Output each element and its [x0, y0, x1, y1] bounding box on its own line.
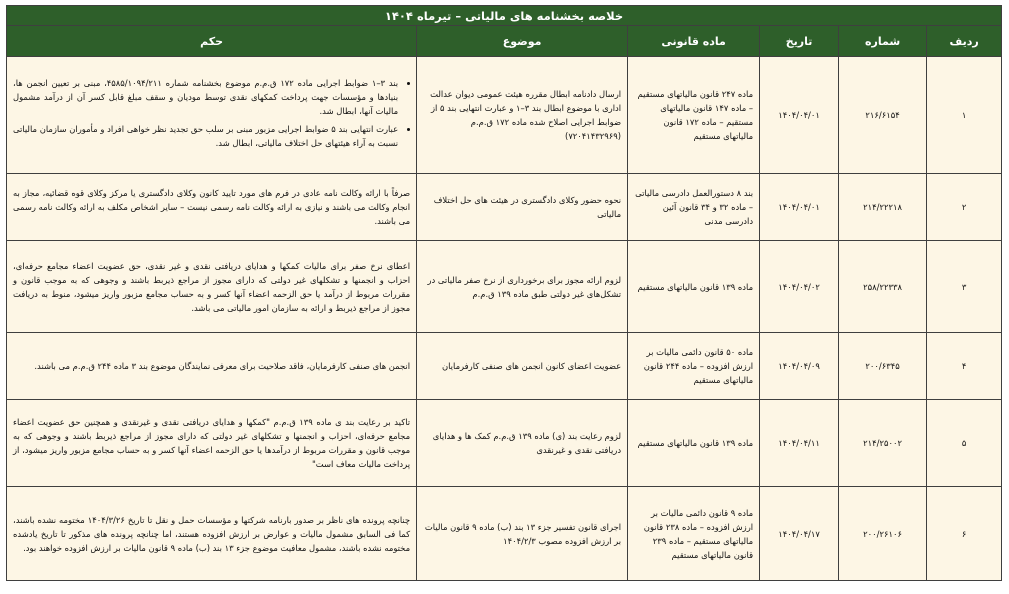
row-law: ماده ۹ قانون دائمی مالیات بر ارزش افزوده – ماده ۲۳۸ قانون مالیاتهای مستقیم – ماده ۲۳۹ قانون مالیاتهای مستقیم	[628, 487, 760, 581]
row-ruling	[7, 57, 417, 174]
tax-circulars-table-container	[6, 5, 1001, 581]
row-ruling: صرفاً با ارائه وکالت نامه عادی در فرم های مورد تایید کانون وکلای دادگستری یا مرکز وکلای قوه قضائیه، مجاز به انجام وکالت می باشند و نیازی به ارائه وکالت نامه رسمی نیست – سایر اشخاص مکلف به ارائه وکالت نامه رسمی می باشند.	[7, 174, 417, 241]
table-header-row	[7, 26, 1002, 57]
row-ruling: اعطای نرخ صفر برای مالیات کمکها و هدایای دریافتی نقدی و غیر نقدی، حق عضویت اعضاء مجامع حرفه‌ای، احزاب و انجمنها و تشکلهای غیر دولتی که دارای مجوز از مراجع ذیربط باشند و وجوهی که به موجب قانون و مقررات مربوط از درآمد یا حق الزحمه اعضاء آنها کسر و به حساب مجامع مزبور واریز میشود، منوط به دریافت مجوز از مراجع ذیربط و ارائه به سازمان امور مالیاتی می باشد.	[7, 241, 417, 333]
row-date: ۱۴۰۴/۰۴/۰۲	[760, 241, 839, 333]
row-number: ۲۱۴/۲۵۰۰۲	[839, 400, 927, 487]
table-row	[7, 400, 1002, 487]
ruling-bullet-item: • عبارت انتهایی بند ۵ ضوابط اجرایی مزبور مبنی بر سلب حق تجدید نظر خواهی افراد و مأموران سازمان مالیاتی نسبت به آراء هیئتهای حل اختلاف مالیاتی، ابطال شد.	[13, 122, 398, 150]
row-number: ۲۱۶/۶۱۵۴	[839, 57, 927, 174]
row-date: ۱۴۰۴/۰۴/۱۷	[760, 487, 839, 581]
table-row	[7, 487, 1002, 581]
header-number: شماره	[839, 26, 927, 57]
row-number: ۲۰۰/۲۶۱۰۶	[839, 487, 927, 581]
header-index: ردیف	[927, 26, 1002, 57]
row-ruling: انجمن های صنفی کارفرمایان، فاقد صلاحیت برای معرفی نمایندگان موضوع بند ۳ ماده ۲۴۴ ق.م.م می باشند.	[7, 333, 417, 400]
row-ruling: چنانچه پرونده های ناظر بر صدور بارنامه شرکتها و مؤسسات حمل و نقل تا تاریخ ۱۴۰۴/۳/۲۶ مختومه نشده باشند، کما فی السابق مشمول مالیات و عوارض بر ارزش افزوده هستند، اما چنانچه پرونده های مذکور تا تاریخ یادشده مختومه نشده باشند، مشمول معافیت موضوع جزء ۱۳ بند (ب) ماده ۹ قانون مالیات بر ارزش افزوده خواهند بود.	[7, 487, 417, 581]
table-row	[7, 57, 1002, 174]
row-index: ۴	[927, 333, 1002, 400]
header-law: ماده قانونی	[628, 26, 760, 57]
row-index: ۵	[927, 400, 1002, 487]
row-law: ماده ۲۴۷ قانون مالیاتهای مستقیم – ماده ۱۴۷ قانون مالیاتهای مستقیم – ماده ۱۷۲ قانون مالیاتهای مستقیم	[628, 57, 760, 174]
row-number: ۲۱۴/۲۲۲۱۸	[839, 174, 927, 241]
row-subject: لزوم رعایت بند (ی) ماده ۱۳۹ ق.م.م کمک ها و هدایای دریافتی نقدی و غیرنقدی	[417, 400, 628, 487]
ruling-bullet-item: • بند ۳–۱ ضوابط اجرایی ماده ۱۷۲ ق.م.م موضوع بخشنامه شماره ۴۵۸۵/۱۰۹۴/۲۱۱، مبنی بر تعیین انجمن ها، بنیادها و مؤسسات جهت پرداخت کمکهای نقدی توسط مودیان و سقف مبلغ قابل کسر آن از درآمد مشمول مالیات آنها، ابطال شد.	[13, 76, 398, 118]
row-subject: ارسال دادنامه ابطال مقرره هیئت عمومی دیوان عدالت اداری با موضوع ابطال بند ۳–۱ و عبارت انتهایی بند ۵ از ضوابط اجرایی اصلاح شده ماده ۱۷۲ ق.م.م (۷۲۰۴۱۴۳۲۹۶۹)	[417, 57, 628, 174]
row-number: ۲۵۸/۲۲۳۳۸	[839, 241, 927, 333]
row-index: ۲	[927, 174, 1002, 241]
row-law: ماده ۱۳۹ قانون مالیاتهای مستقیم	[628, 241, 760, 333]
header-ruling: حکم	[7, 26, 417, 57]
row-ruling: تاکید بر رعایت بند ی ماده ۱۳۹ ق.م.م "کمکها و هدایای دریافتی نقدی و غیرنقدی و همچنین حق عضویت اعضاء مجامع حرفه‌ای، احزاب و انجمنها و تشکلهای غیر دولتی که دارای مجوز از مراجع ذیربط باشند و وجوهی که به موجب قانون و مقررات مربوط از درآمدها یا حق الزحمه اعضاء آنها کسر و به حساب مجامع مزبور واریز میشود، از پرداخت مالیات معاف است"	[7, 400, 417, 487]
table-title-row	[7, 6, 1002, 26]
row-law: ماده ۵۰ قانون دائمی مالیات بر ارزش افزوده – ماده ۲۴۴ قانون مالیاتهای مستقیم	[628, 333, 760, 400]
table-row	[7, 241, 1002, 333]
header-date: تاریخ	[760, 26, 839, 57]
header-subject: موضوع	[417, 26, 628, 57]
row-law: ماده ۱۳۹ قانون مالیاتهای مستقیم	[628, 400, 760, 487]
row-date: ۱۴۰۴/۰۴/۰۹	[760, 333, 839, 400]
row-index: ۶	[927, 487, 1002, 581]
row-law: بند ۸ دستورالعمل دادرسی مالیاتی – ماده ۳۲ و ۳۴ قانون آئین دادرسی مدنی	[628, 174, 760, 241]
row-date: ۱۴۰۴/۰۴/۰۱	[760, 57, 839, 174]
tax-circulars-table	[6, 5, 1002, 581]
table-row	[7, 174, 1002, 241]
row-index: ۳	[927, 241, 1002, 333]
row-date: ۱۴۰۴/۰۴/۱۱	[760, 400, 839, 487]
ruling-bullet-list	[13, 76, 410, 150]
row-number: ۲۰۰/۶۳۴۵	[839, 333, 927, 400]
row-index: ۱	[927, 57, 1002, 174]
row-subject: نحوه حضور وکلای دادگستری در هیئت های حل اختلاف مالیاتی	[417, 174, 628, 241]
row-date: ۱۴۰۴/۰۴/۰۱	[760, 174, 839, 241]
row-subject: عضویت اعضای کانون انجمن های صنفی کارفرمایان	[417, 333, 628, 400]
row-subject: لزوم ارائه مجوز برای برخورداری از نرخ صفر مالیاتی در تشکل‌های غیر دولتی طبق ماده ۱۳۹ ق.م.م	[417, 241, 628, 333]
table-title: خلاصه بخشنامه های مالیاتی – تیرماه ۱۴۰۴	[7, 6, 1002, 26]
row-subject: اجرای قانون تفسیر جزء ۱۳ بند (ب) ماده ۹ قانون مالیات بر ارزش افزوده مصوب ۱۴۰۴/۲/۳	[417, 487, 628, 581]
table-row	[7, 333, 1002, 400]
